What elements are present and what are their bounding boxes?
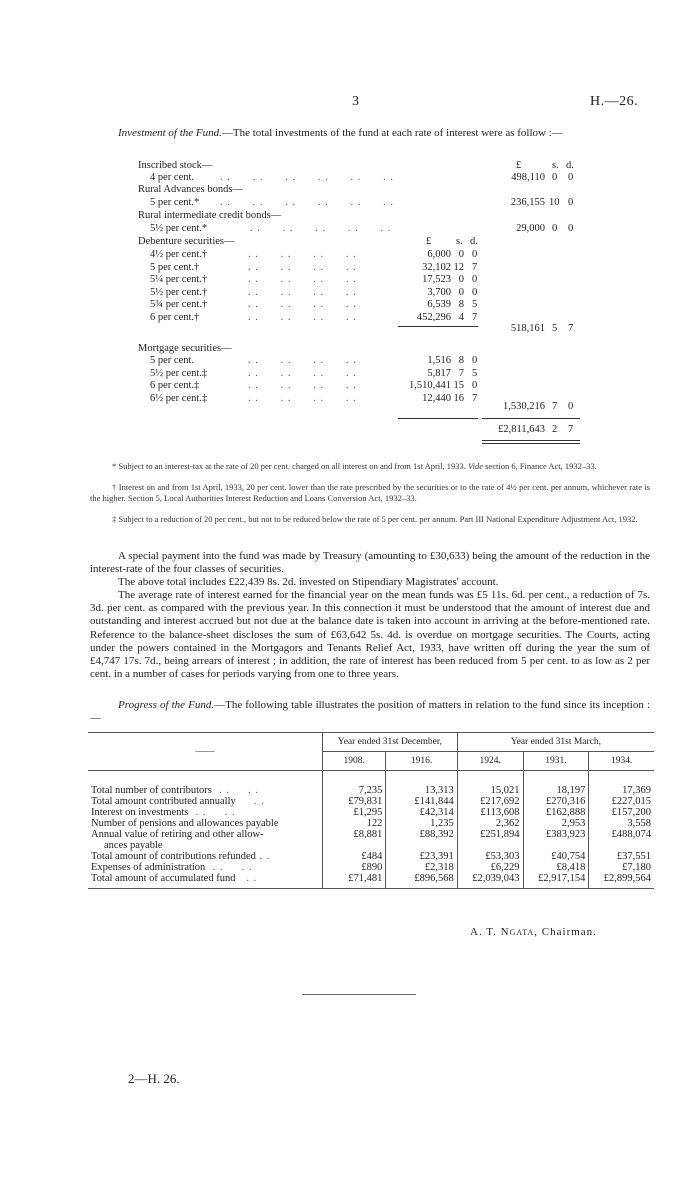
progress-row bbox=[88, 818, 654, 829]
debenture-pounds: 32,102 bbox=[422, 261, 451, 273]
progress-cell: £896,568 bbox=[386, 873, 457, 884]
footnote-star: * Subject to an interest-tax at the rate of 20 per cent. charged on all interest on and from 1st April, 1933. Vide section 6, Finance Act, 1932–33. bbox=[112, 461, 597, 471]
inscribed-shillings: 0 bbox=[552, 172, 558, 183]
debenture-total-pounds: 518,161 bbox=[510, 323, 545, 334]
progress-row: Total number of contributors . . . . 7,235 13,313 15,021 18,197 17,369 bbox=[88, 785, 654, 796]
col-shillings: s. bbox=[552, 160, 559, 171]
progress-cell: 15,021 bbox=[457, 785, 523, 796]
debenture-total-pence: 7 bbox=[568, 323, 574, 334]
progress-cell: 18,197 bbox=[523, 785, 589, 796]
document-page: 3 H.—26. Investment of the Fund.—The total investments of the fund at each rate of interest were as follow :— £ s. d. Inscribed stock— 4 per cent. . . . . . . . . . . . . 498,110 0 0 Rural Advances bonds— 5 per cent.* . . . . . . . . . . . . 236,155 10 0 Rural intermediate credit bonds— 5½ per cent.* . . . . . . . . . . 29,000 0 0 Debenture securities— £ s. d. 4½ per cent.† . . . . . . . . 6,000 0 0 5 per cent.† . . . . . . . . 32,102 12 7 5¼ per cent.† . . . . . . . . 17,523 0 0 5½ per cent.† . . . . . . . . 3,700 0 0 5¾ per cent.† . . . . . . . . 6,539 8 5 6 per cent.† . . . . . . . . 452,296 4 7 518,161 5 7 Mortgage securities— 5 per cent. . . . . . . . . 1,516 8 0 5½ per cent.‡ . . . . . . . . 5,817 7 5 6 per cent.‡ . . . . . . . . 1,510,441 15 0 6½ per cent.‡ . . . . . . . . 12,440 16 7 1,530,216 7 0 £2,811,643 2 7 * Subject to an interest-tax at the rate of 20 per cent. charged on all interest on and from 1st April, 1933. Vide section 6, Finance Act, 1932–33. † Interest on and from 1st April, 1933, 20 per cent. lower than the rate prescribed by the securities or to the rate of 4½ per cent. per annum, whichever rate is the higher. Section 5, Local Authorities Interest Reduction and Loans Conversion Act, 1932–33. ‡ Subject to a reduction of 20 per cent., but not to be reduced below the rate of 5 per cent. per annum. Part III National Expenditure Adjustment Act, 1932. A special payment into the fund was made by Treasury (amounting to £30,633) being the amount of the reduction in the interest-rate of the four classes of securities. The above total includes £22,439 8s. 2d. invested on Stipendiary Magistrates' account. The average rate of interest earned for the financial year on the mean funds was £5 11s. 6d. per cent., a reduction of 7s. 3d. per cent. as compared with the previous year. In this connection it must be understood that the amount of interest due and outstanding and interest accrued but not due at the balance date is taken into account in arriving at the before-mentioned rate. Reference to the balance-sheet discloses the sum of £63,642 5s. 4d. is overdue on mortgage securities. The Courts, acting under the powers contained in the Mortgagors and Tenants Relief Act, 1933, have written off during the year the sum of £4,747 17s. 7d., being arrears of interest ; in addition, the rate of interest has been reduced from 5 per cent. to as low as 2 per cent. in a number of cases for periods varying from one to three years. Progress of the Fund.—The following table illustrates the position of matters in relation to the fund since its inception :— —— Year ended 31st December, Year ended 31st March, 1908. 1916. 1924. 1931. 1934. Total number of contributors . . . . 7,235 13,313 15,021 18,197 17,369 Total amount contributed annually . . £79,831 £141,844 £217,692 £270,316 £227,015 Interest on investments . . . . £1,295 £42,314 £113,608 £162,888 £157,200 Number of pensions and allowances payable 122 1,235 2,362 2,953 3,558 Annual value of retiring and other allow- £8,881 £88,392 £251,894 £383,923 £488,074 ances payable Total amount of contributions refunded . . £484 £23,391 £53,303 £40,754 £37,551 Expenses of administration . . . . £890 £2,318 £6,229 £8,418 £7,180 Total amount of accumulated fund . . £71,481 £896,568 £2,039,043 £2,917,154 £2,899,564 A. T. Ngata, Chairman. 2—H. 26. bbox=[0, 0, 700, 1179]
mortgage-subtotal-rule bbox=[398, 418, 478, 419]
debenture-shillings: 0 bbox=[458, 286, 464, 298]
inscribed-rate: 4 per cent. bbox=[150, 172, 195, 183]
debenture-shillings: 12 bbox=[453, 261, 464, 273]
progress-cell: £42,314 bbox=[386, 807, 457, 818]
progress-cell bbox=[323, 840, 386, 851]
investment-heading: Investment of the Fund. bbox=[118, 127, 222, 139]
rural-intermediate-pounds: 29,000 bbox=[516, 223, 545, 234]
progress-row-label: Total amount of accumulated fund bbox=[91, 873, 236, 884]
progress-cell: £157,200 bbox=[589, 807, 654, 818]
progress-cell bbox=[523, 840, 589, 851]
rural-intermediate-rate: 5½ per cent.* bbox=[150, 223, 208, 234]
progress-cell bbox=[589, 840, 654, 851]
progress-cell: £2,318 bbox=[386, 862, 457, 873]
progress-cell: £141,844 bbox=[386, 796, 457, 807]
debenture-shillings: 8 bbox=[458, 299, 464, 310]
mortgage-pence: 0 bbox=[472, 355, 478, 366]
progress-cell: £251,894 bbox=[457, 829, 523, 840]
group-header-december: Year ended 31st December, bbox=[323, 733, 458, 752]
progress-cell: 13,313 bbox=[386, 785, 457, 796]
year-header-0: 1908. bbox=[323, 752, 386, 771]
mortgage-pence: 5 bbox=[472, 367, 478, 379]
grand-total-rule-2 bbox=[482, 443, 580, 444]
progress-table bbox=[88, 732, 654, 889]
mortgage-pounds: 1,510,441 bbox=[409, 380, 451, 391]
col-pound: £ bbox=[516, 160, 522, 171]
mortgage-rate: 6 per cent.‡ bbox=[150, 380, 200, 391]
paragraph-stipendiary: The above total includes £22,439 8s. 2d. invested on Stipendiary Magistrates' account. bbox=[118, 576, 499, 588]
progress-cell: 2,953 bbox=[523, 818, 589, 829]
progress-row: Total amount contributed annually . . £79,831 £141,844 £217,692 £270,316 £227,015 bbox=[88, 796, 654, 807]
progress-row-label: Number of pensions and allowances payable bbox=[91, 818, 279, 829]
progress-row-label: ances payable bbox=[104, 840, 163, 851]
inscribed-pounds: 498,110 bbox=[511, 172, 545, 183]
debenture-pounds: 6,000 bbox=[427, 249, 451, 260]
progress-cell: 3,558 bbox=[589, 818, 654, 829]
debenture-shillings: 0 bbox=[458, 249, 464, 260]
mortgage-pounds: 12,440 bbox=[422, 392, 451, 404]
rural-advances-shillings: 10 bbox=[549, 197, 560, 208]
progress-table-body bbox=[88, 771, 654, 889]
debenture-rate: 5¾ per cent.† bbox=[150, 299, 208, 310]
progress-cell: £7,180 bbox=[589, 862, 654, 873]
progress-cell: £488,074 bbox=[589, 829, 654, 840]
progress-row bbox=[88, 829, 654, 840]
grand-total-shillings: 2 bbox=[552, 424, 558, 435]
progress-row: Total amount of accumulated fund . . £71,481 £896,568 £2,039,043 £2,917,154 £2,899,564 bbox=[88, 873, 654, 884]
debenture-rate: 5½ per cent.† bbox=[150, 286, 208, 298]
progress-cell: £162,888 bbox=[523, 807, 589, 818]
grand-total-pence: 7 bbox=[568, 424, 574, 435]
progress-row: Interest on investments . . . . £1,295 £42,314 £113,608 £162,888 £157,200 bbox=[88, 807, 654, 818]
footnote-double-dagger: ‡ Subject to a reduction of 20 per cent., but not to be reduced below the rate of 5 per cent. per annum. Part III National Expenditure Adjustment Act, 1932. bbox=[112, 514, 638, 524]
year-header-2: 1924. bbox=[457, 752, 523, 771]
progress-row bbox=[88, 840, 654, 851]
progress-cell: 1,235 bbox=[386, 818, 457, 829]
progress-cell: £71,481 bbox=[323, 873, 386, 884]
paragraph-average-rate: The average rate of interest earned for the financial year on the mean funds was £5 11s. 6d. per cent., a reduction of 7s. 3d. per cent. as compared with the previous year. In this connection it must be understood that the amount of interest due and outstanding and interest accrued but not due at the balance date is taken into account in arriving at the before-mentioned rate. Reference to the balance-sheet discloses the sum of £63,642 5s. 4d. is overdue on mortgage securities. The Courts, acting under the powers contained in the Mortgagors and Tenants Relief Act, 1933, have written off during the year the sum of £4,747 17s. 7d., being arrears of interest ; in addition, the rate of interest has been reduced from 5 per cent. to as low as 2 per cent. in a number of cases for periods varying from one to three years. bbox=[90, 589, 650, 681]
signatory-name: Ngata bbox=[500, 926, 535, 938]
debenture-pence: 0 bbox=[472, 249, 478, 260]
debenture-rate: 4½ per cent.† bbox=[150, 249, 208, 260]
progress-heading: Progress of the Fund. bbox=[118, 699, 215, 711]
mortgage-shillings: 8 bbox=[458, 355, 464, 366]
footnote-dagger: † Interest on and from 1st April, 1933, 20 per cent. lower than the rate prescribed by the securities or to the rate of 4½ per cent. per annum, whichever rate is the higher. Section 5, Local Authorities Interest Reduction and Loans Conversion Act, 1932–33. bbox=[90, 482, 650, 503]
paragraph-special-payment: A special payment into the fund was made by Treasury (amounting to £30,633) being the amount of the reduction in the interest-rate of the four classes of securities. bbox=[90, 550, 650, 576]
page-number: 3 bbox=[352, 94, 359, 109]
progress-cell: 122 bbox=[323, 818, 386, 829]
debenture-pence: 7 bbox=[472, 311, 478, 323]
progress-cell: £1,295 bbox=[323, 807, 386, 818]
year-header-3: 1931. bbox=[523, 752, 589, 771]
mortgage-total-pence: 0 bbox=[568, 401, 574, 412]
progress-row-label: Total amount of contributions refunded bbox=[91, 851, 256, 862]
mortgage-pounds: 1,516 bbox=[427, 355, 451, 366]
debenture-total-shillings: 5 bbox=[552, 323, 558, 334]
mortgage-shillings: 16 bbox=[453, 392, 464, 404]
progress-cell: £79,831 bbox=[323, 796, 386, 807]
mortgage-rate: 6½ per cent.‡ bbox=[150, 392, 208, 404]
debenture-pounds: 6,539 bbox=[427, 299, 451, 310]
footer-reference: 2—H. 26. bbox=[128, 1071, 180, 1086]
rural-advances-pence: 0 bbox=[568, 197, 574, 208]
grand-total-pounds: £2,811,643 bbox=[498, 424, 545, 435]
debenture-subtotal-rule bbox=[398, 326, 478, 327]
progress-cell: £2,917,154 bbox=[523, 873, 589, 884]
debenture-shillings: 4 bbox=[458, 311, 464, 323]
grand-total-rule-1 bbox=[482, 440, 580, 441]
group-header-march: Year ended 31st March, bbox=[457, 733, 654, 752]
debenture-pounds: 3,700 bbox=[427, 286, 451, 298]
progress-cell: £2,039,043 bbox=[457, 873, 523, 884]
rural-intermediate-label: Rural intermediate credit bonds— bbox=[138, 210, 282, 221]
progress-cell: £383,923 bbox=[523, 829, 589, 840]
progress-row-label: Total number of contributors bbox=[91, 785, 212, 796]
closing-rule bbox=[302, 994, 416, 995]
progress-cell: £8,418 bbox=[523, 862, 589, 873]
mortgage-pence: 7 bbox=[472, 392, 478, 404]
progress-cell: £113,608 bbox=[457, 807, 523, 818]
progress-cell: £40,754 bbox=[523, 851, 589, 862]
debenture-label: Debenture securities— bbox=[138, 236, 235, 247]
signature: A. T. Ngata, Chairman. bbox=[470, 926, 597, 938]
mortgage-shillings: 7 bbox=[458, 367, 464, 379]
progress-cell: £484 bbox=[323, 851, 386, 862]
progress-row: Expenses of administration . . . . £890 £2,318 £6,229 £8,418 £7,180 bbox=[88, 862, 654, 873]
mortgage-pence: 0 bbox=[472, 380, 478, 391]
progress-cell: £88,392 bbox=[386, 829, 457, 840]
progress-cell: £8,881 bbox=[323, 829, 386, 840]
progress-cell: £2,899,564 bbox=[589, 873, 654, 884]
progress-cell: £270,316 bbox=[523, 796, 589, 807]
mortgage-total-shillings: 7 bbox=[552, 401, 558, 412]
progress-cell bbox=[386, 840, 457, 851]
rural-advances-rate: 5 per cent.* bbox=[150, 197, 200, 208]
rural-intermediate-pence: 0 bbox=[568, 223, 574, 234]
debenture-rate: 5 per cent.† bbox=[150, 261, 200, 273]
debenture-col-d: d. bbox=[470, 236, 478, 247]
col-pence: d. bbox=[566, 160, 574, 171]
debenture-pence: 0 bbox=[472, 286, 478, 298]
mortgage-shillings: 15 bbox=[453, 380, 464, 391]
progress-cell: £53,303 bbox=[457, 851, 523, 862]
inscribed-pence: 0 bbox=[568, 172, 574, 183]
progress-cell: £227,015 bbox=[589, 796, 654, 807]
debenture-pence: 7 bbox=[472, 261, 478, 273]
debenture-pounds: 17,523 bbox=[422, 274, 451, 285]
grand-total-top-rule bbox=[482, 418, 580, 419]
paragraph-progress-intro: Progress of the Fund.—The following table illustrates the position of matters in relation to the fund since its inception :— bbox=[90, 699, 650, 725]
progress-table-corner: —— bbox=[88, 733, 323, 771]
document-reference: H.—26. bbox=[590, 94, 639, 109]
mortgage-rate: 5½ per cent.‡ bbox=[150, 367, 208, 379]
progress-cell: £23,391 bbox=[386, 851, 457, 862]
progress-cell: 7,235 bbox=[323, 785, 386, 796]
debenture-pence: 5 bbox=[472, 299, 478, 310]
debenture-col-pound: £ bbox=[426, 236, 432, 247]
progress-cell: £6,229 bbox=[457, 862, 523, 873]
mortgage-pounds: 5,817 bbox=[427, 367, 451, 379]
progress-row-label: Interest on investments bbox=[91, 807, 189, 818]
debenture-shillings: 0 bbox=[458, 274, 464, 285]
debenture-col-s: s. bbox=[456, 236, 463, 247]
progress-row: Total amount of contributions refunded . . £484 £23,391 £53,303 £40,754 £37,551 bbox=[88, 851, 654, 862]
inscribed-label: Inscribed stock— bbox=[138, 160, 213, 171]
mortgage-label: Mortgage securities— bbox=[138, 343, 232, 354]
debenture-rate: 6 per cent.† bbox=[150, 311, 200, 323]
progress-cell: 2,362 bbox=[457, 818, 523, 829]
investment-intro: Investment of the Fund.—The total investments of the fund at each rate of interest were as follow :— bbox=[118, 127, 563, 139]
progress-cell: £890 bbox=[323, 862, 386, 873]
debenture-pounds: 452,296 bbox=[416, 311, 451, 323]
progress-row-label: Annual value of retiring and other allow- bbox=[91, 829, 264, 840]
progress-cell: £37,551 bbox=[589, 851, 654, 862]
rural-advances-pounds: 236,155 bbox=[510, 197, 545, 208]
year-header-1: 1916. bbox=[386, 752, 457, 771]
progress-cell: £217,692 bbox=[457, 796, 523, 807]
rural-advances-label: Rural Advances bonds— bbox=[138, 184, 243, 195]
year-header-4: 1934. bbox=[589, 752, 654, 771]
rural-intermediate-shillings: 0 bbox=[552, 223, 558, 234]
progress-cell: 17,369 bbox=[589, 785, 654, 796]
debenture-rate: 5¼ per cent.† bbox=[150, 274, 208, 285]
progress-row-label: Total amount contributed annually bbox=[91, 796, 236, 807]
progress-cell bbox=[457, 840, 523, 851]
debenture-pence: 0 bbox=[472, 274, 478, 285]
mortgage-rate: 5 per cent. bbox=[150, 355, 195, 366]
progress-row-label: Expenses of administration bbox=[91, 862, 206, 873]
mortgage-total-pounds: 1,530,216 bbox=[503, 401, 545, 412]
